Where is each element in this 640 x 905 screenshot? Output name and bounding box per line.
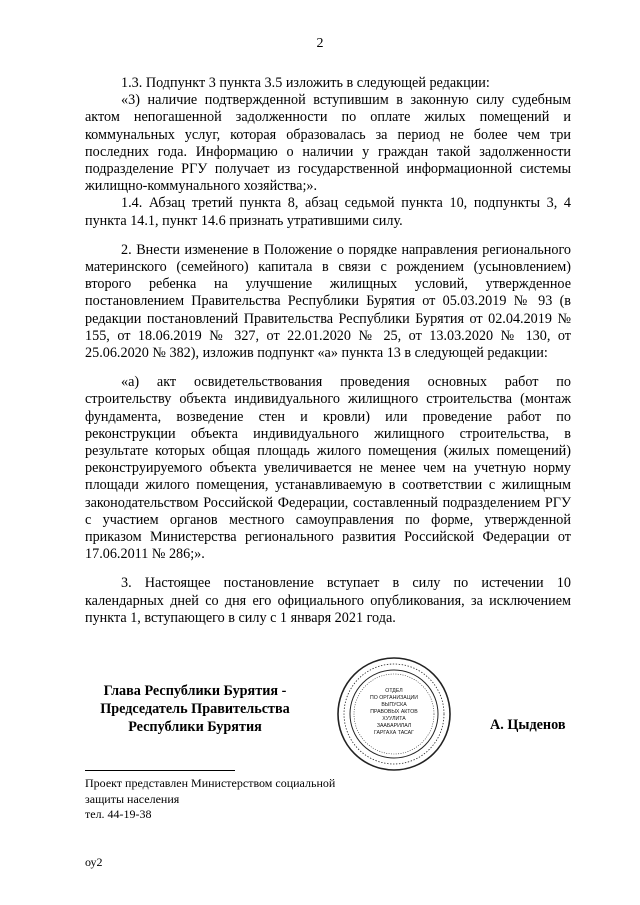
paragraph-3: 3. Настоящее постановление вступает в силу по истечении 10 календарных дней со дня его официального опубликования, за исключением пункта 1, вступающего в силу с 1 января 2021 года. xyxy=(85,575,571,626)
signatory-title-line-2: Председатель Правительства xyxy=(100,701,290,717)
document-code: оу2 xyxy=(85,855,103,869)
signatory-title-line-1: Глава Республики Бурятия - xyxy=(103,683,287,699)
signatory-title-line-3: Республики Бурятия xyxy=(128,719,262,735)
signatory-name: А. Цыденов xyxy=(490,717,566,733)
page-number: 2 xyxy=(316,36,324,51)
footnote-divider xyxy=(85,770,235,771)
svg-text:ПО ОРГАНИЗАЦИИ: ПО ОРГАНИЗАЦИИ xyxy=(370,695,418,701)
paragraph-2-quote: «а) акт освидетельствования проведения основных работ по строительству объекта индивидуального жилищного строительства (монтаж фундамента, возведение стен и кровли) или проведение работ по реконструкции объекта индивидуального жилищного строительства, в результате которых общая площадь жилого помещения (жилых помещений) реконструируемого объекта увеличивается не менее чем на учетную норму площади жилого помещения, устанавливаемую в соответствии с жилищным законодательством Российской Федерации, составленный подразделением РГУ с участием органов местного самоуправления по форме, утвержденной приказом Министерства регионального развития Российской Федерации от 17.06.2011 № 286;». xyxy=(85,374,571,563)
footnote-line-3: тел. 44-19-38 xyxy=(85,807,152,821)
svg-text:ОТДЕЛ: ОТДЕЛ xyxy=(385,688,403,694)
paragraph-1-3-text: «3) наличие подтвержденной вступившим в законную силу судебным актом непогашенной задолженности по оплате жилых помещений и коммунальных услуг, которая образовалась за период не более чем три последних года. Информацию о наличии у граждан такой задолженности подразделение РГУ получает из государственной информационной системы жилищно-коммунального хозяйства;». xyxy=(85,92,571,195)
paragraph-1-3: 1.3. Подпункт 3 пункта 3.5 изложить в следующей редакции: xyxy=(121,75,490,91)
signatory-title xyxy=(85,682,305,736)
svg-text:ПРАВОВЫХ АКТОВ: ПРАВОВЫХ АКТОВ xyxy=(370,709,418,715)
svg-text:ГАРГАХА ТАСАГ: ГАРГАХА ТАСАГ xyxy=(374,730,414,736)
document-body xyxy=(85,75,571,627)
svg-text:ВЫПУСКА: ВЫПУСКА xyxy=(381,702,407,708)
footnote xyxy=(85,776,335,823)
paragraph-1-4: 1.4. Абзац третий пункта 8, абзац седьмой пункта 10, подпункты 3, 4 пункта 14.1, пункт 14.6 признать утратившими силу. xyxy=(85,195,571,229)
svg-text:ХУУЛИТА: ХУУЛИТА xyxy=(382,716,406,722)
official-stamp xyxy=(336,656,452,772)
svg-text:ЗААБАРИЛАЛ: ЗААБАРИЛАЛ xyxy=(376,723,412,729)
footnote-line-1: Проект представлен Министерством социальной xyxy=(85,776,336,790)
footnote-line-2: защиты населения xyxy=(85,791,180,806)
paragraph-2: 2. Внести изменение в Положение о порядке направления регионального материнского (семейного) капитала в связи с рождением (усыновлением) второго ребенка на улучшение жилищных условий, утвержденное постановлением Правительства Республики Бурятия от 05.03.2019 № 93 (в редакции постановлений Правительства Республики Бурятия от 02.04.2019 № 155, от 18.06.2019 № 327, от 22.01.2020 № 25, от 13.03.2020 № 130, от 25.06.2020 № 382), изложив подпункт «а» пункта 13 в следующей редакции: xyxy=(85,241,571,362)
